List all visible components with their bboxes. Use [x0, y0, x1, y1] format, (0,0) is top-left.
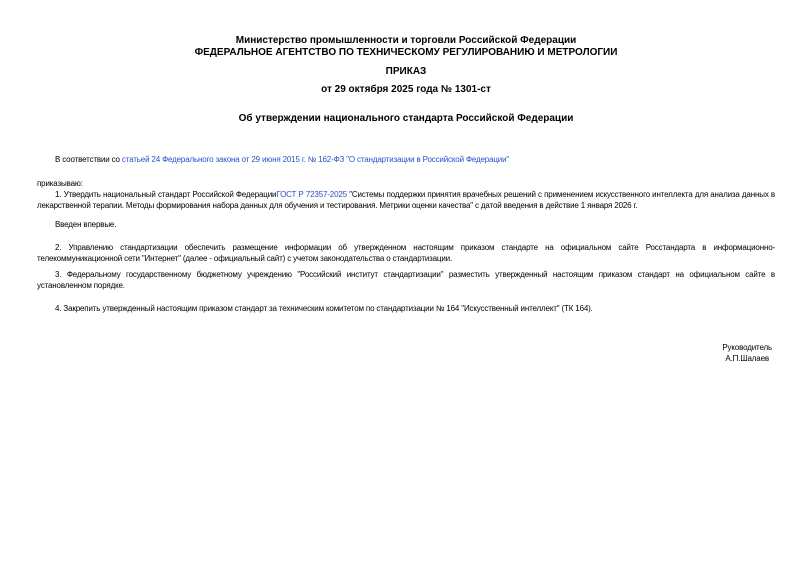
- item-1-note: Введен впервые.: [55, 220, 117, 229]
- item-1-text-prefix: 1. Утвердить национальный стандарт Российской Федерации: [55, 190, 277, 199]
- document-type-title: ПРИКАЗ: [385, 66, 427, 77]
- federal-law-link[interactable]: статьей 24 Федерального закона от 29 июня 2015 г. № 162-ФЗ "О стандартизации в Российской Федерации": [121, 155, 510, 164]
- agency-line: ФЕДЕРАЛЬНОЕ АГЕНТСТВО ПО ТЕХНИЧЕСКОМУ РЕГУЛИРОВАНИЮ И МЕТРОЛОГИИ: [194, 47, 618, 58]
- item-3-paragraph: 3. Федеральному государственному бюджетному учреждению "Российский институт стандартизации" разместить утвержденный настоящим приказом стандарт на официальном сайте в установленном порядке.: [37, 270, 775, 290]
- document-header: [37, 35, 775, 125]
- signature-block: [722, 342, 772, 364]
- gost-standard-link[interactable]: ГОСТ Р 72357-2025: [276, 190, 347, 199]
- signer-name: А.П.Шалаев: [725, 354, 769, 363]
- document-subject-title: Об утверждении национального стандарта Российской Федерации: [238, 113, 574, 124]
- order-word: приказываю:: [37, 179, 83, 188]
- item-1-paragraph: [37, 189, 775, 211]
- item-2-paragraph: 2. Управлению стандартизации обеспечить размещение информации об утвержденном настоящим приказом стандарте на официальном сайте Росстандарта в информационно-телекоммуникационной сети "Интернет" (далее - официальный сайт) с учетом законодательства о стандартизации.: [37, 243, 775, 263]
- document-date-number: от 29 октября 2025 года № 1301-ст: [321, 84, 491, 95]
- signature-row: [37, 342, 775, 364]
- intro-paragraph: [37, 154, 775, 165]
- document-body: [37, 154, 775, 314]
- signer-position: Руководитель: [722, 343, 772, 352]
- intro-text: В соответствии со: [55, 155, 122, 164]
- item-1-text-suffix: "Системы поддержки принятия врачебных решений с применением искусственного интеллекта для анализа данных в лекарственной терапии. Методы формирования набора данных для обучения и тестирования. Метрики оценки качества" с датой введения в действие 1 января 2026 г.: [37, 190, 775, 210]
- item-4-paragraph: 4. Закрепить утвержденный настоящим приказом стандарт за техническим комитетом по стандартизации № 164 "Искусственный интеллект" (ТК 164).: [55, 304, 593, 313]
- ministry-line: Министерство промышленности и торговли Российской Федерации: [235, 35, 577, 46]
